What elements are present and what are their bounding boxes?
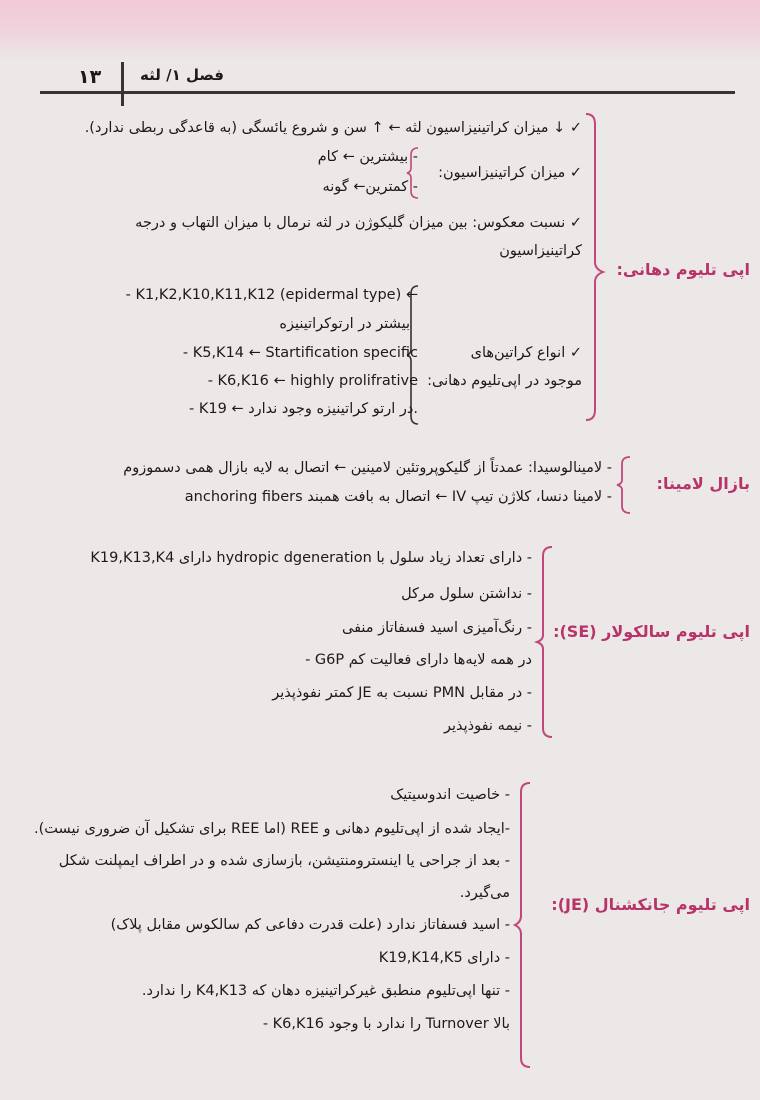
se-item-g6p: - G6P در همه لایه‌ها دارای فعالیت کم	[305, 652, 532, 668]
lamina-densa-line: - لامینا دنسا، کلاژن تیپ IV ← اتصال به بافت همبند anchoring fibers	[184, 489, 612, 505]
se-item-pmn: - در مقابل PMN نسبت به JE کمتر نفوذپذیر	[272, 685, 532, 701]
sulcular-epithelium-label: اپی تلیوم سالکولار (SE):	[553, 622, 750, 641]
junctional-epithelium-label: اپی تلیوم جانکشنال (JE):	[551, 895, 750, 914]
je-item-keratins: - دارای K19,K14,K5	[378, 950, 510, 966]
junctional-epithelium-brace	[514, 782, 532, 1068]
header-divider	[40, 91, 735, 94]
se-item-semipermeable: - نیمه نفوذپذیر	[443, 718, 532, 734]
basal-lamina-label: بازال لامینا:	[656, 474, 750, 493]
je-item-endocytic: - خاصیت اندوسیتیک	[390, 787, 510, 803]
page-number: ۱۳	[78, 66, 102, 88]
keratin-types-stratification: - K5,K14 ← Startification specific	[182, 345, 418, 361]
gingival-keratinization-line: ✓ ↓ میزان کراتینیزاسیون لثه ← ↑ سن و شروع یائسگی (به قاعدگی ربطی ندارد).	[84, 120, 582, 136]
keratin-types-proliferative: - K6,K16 ← highly prolifrative	[207, 373, 418, 389]
header-divider-vertical	[121, 62, 124, 106]
se-item-merkel: - نداشتن سلول مرکل	[401, 586, 532, 602]
keratin-types-k19: - K19 ← در ارتو کراتینیزه وجود ندارد.	[189, 401, 418, 417]
inverse-relation-line-1: ✓ نسبت معکوس: بین میزان گلیکوژن در لثه نرمال با میزان التهاب و درجه	[135, 215, 582, 231]
keratin-types-label-2: موجود در اپی‌تلیوم دهانی:	[427, 373, 582, 389]
chapter-title: فصل ۱/ لثه	[140, 66, 224, 84]
keratin-types-epidermal-note: بیشتر در ارتوکراتینیزه	[279, 316, 410, 332]
lamina-lucida-line: - لامینالوسیدا: عمدتاً از گلیکوپروتئین لامینین ← اتصال به لایه بازال همی دسموزوم	[123, 460, 612, 476]
top-color-band	[0, 0, 760, 60]
keratin-types-epidermal: - K1,K2,K10,K11,K12 (epidermal type) ←	[125, 287, 418, 303]
oral-epithelium-brace	[586, 112, 606, 422]
je-item-origin: -ایجاد شده از اپی‌تلیوم دهانی و REE (اما REE برای تشکیل آن ضروری نیست).	[34, 821, 510, 837]
inverse-relation-line-2: کراتینیزاسیون	[499, 243, 582, 259]
se-item-hydropic: - دارای تعداد زیاد سلول با hydropic dgeneration دارای K19,K13,K4	[90, 550, 532, 566]
oral-epithelium-label: اپی تلیوم دهانی:	[616, 260, 750, 279]
je-item-k6-k16: - K6,K16 را ندارد با وجود Turnover بالا	[262, 1016, 510, 1032]
je-item-regeneration-cont: می‌گیرد.	[459, 885, 510, 901]
basal-lamina-brace	[616, 456, 632, 514]
je-item-k4-k13: - تنها اپی‌تلیوم منطبق غیرکراتینیزه دهان که K4,K13 را ندارد.	[141, 983, 510, 999]
je-item-no-acid-phosphatase: - اسید فسفاتاز ندارد (علت قدرت دفاعی کم سالکوس مقابل پلاک)	[110, 917, 510, 933]
keratin-types-label-1: ✓ انواع کراتین‌های	[470, 345, 582, 361]
keratinization-highest: - بیشترین ← کام	[317, 149, 418, 165]
se-item-acid-phosphatase: - رنگ‌آمیزی اسید فسفاتاز منفی	[341, 620, 532, 636]
keratinization-lowest: - کمترین← گونه	[322, 179, 418, 195]
keratinization-rate-label: ✓ میزان کراتینیزاسیون:	[438, 165, 582, 181]
sulcular-epithelium-brace	[536, 546, 554, 738]
je-item-regeneration: - بعد از جراحی یا اینسترومنتیشن، بازسازی شده و در اطراف ایمپلنت شکل	[58, 853, 510, 869]
